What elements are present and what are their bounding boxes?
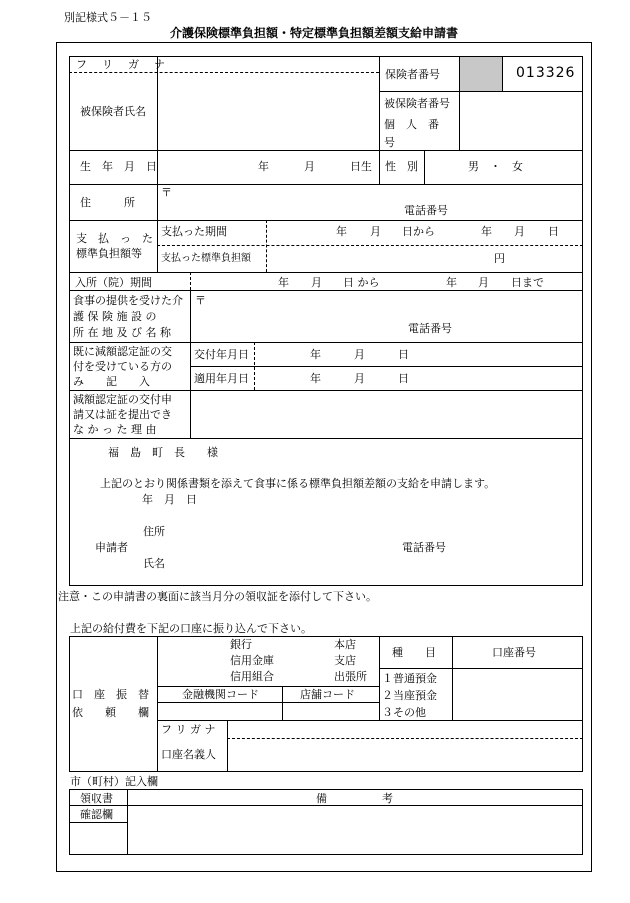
page-title: 介護保険標準負担額・特定標準負担額差額支給申請書: [170, 26, 459, 40]
branch-type-branch[interactable]: 支店: [334, 654, 356, 667]
applicant-address-label: 住所: [143, 525, 165, 538]
account-holder-furigana-label: フ リ ガ ナ: [161, 723, 216, 736]
account-kind-ordinary[interactable]: １普通預金: [382, 672, 437, 685]
facility-label-1: 食事の提供を受けた介: [73, 294, 183, 307]
bank-code-field[interactable]: [158, 703, 281, 719]
stay-year2: 年: [446, 276, 457, 289]
remarks-label: 備 考: [316, 792, 393, 805]
sex-options[interactable]: 男 ・ 女: [468, 160, 523, 173]
paid-amount-label: 支払った標準負担額: [161, 253, 251, 264]
reason-label-2: 請又は証を提出でき: [73, 408, 172, 421]
cert-label-2: 付を受けている方の: [73, 360, 172, 373]
application-date: 年 月 日: [142, 493, 197, 506]
stay-until: 日まで: [511, 276, 544, 289]
stay-month: 月: [311, 276, 322, 289]
application-statement: 上記のとおり関係書類を添えて食事に係る標準負担額差額の支給を申請します。: [100, 477, 496, 490]
cert-applied-month: 月: [354, 372, 365, 385]
paid-period-month2: 月: [514, 225, 525, 238]
cert-applied-day: 日: [398, 372, 409, 385]
bank-type-kumiai[interactable]: 信用組合: [230, 670, 274, 683]
account-kind-current[interactable]: ２当座預金: [382, 689, 437, 702]
facility-field[interactable]: [204, 292, 580, 340]
form-number: 別記様式５－１５: [64, 11, 152, 24]
facility-label-2: 護 保 険 施 設 の: [73, 310, 157, 323]
paid-amount-yen: 円: [494, 252, 505, 265]
bank-type-shinkin[interactable]: 信用金庫: [230, 654, 274, 667]
paid-period-label: 支払った期間: [161, 225, 227, 238]
cert-applied-year: 年: [310, 372, 321, 385]
paid-period-year: 年: [336, 225, 347, 238]
attachment-note: 注意・この申請書の裏面に該当月分の領収証を添付して下さい。: [58, 590, 377, 603]
facility-phone-label: 電話番号: [408, 322, 452, 335]
cert-issued-year: 年: [310, 348, 321, 361]
birth-date-label: 生 年 月 日: [80, 160, 157, 173]
paid-period-year2: 年: [481, 225, 492, 238]
branch-code-field[interactable]: [283, 703, 378, 719]
bank-type-bank[interactable]: 銀行: [230, 638, 252, 651]
reason-label-3: な か っ た 理 由: [73, 423, 157, 436]
stay-month2: 月: [478, 276, 489, 289]
bank-code-label: 金融機関コード: [182, 688, 259, 701]
reason-field[interactable]: [192, 392, 580, 436]
cert-label-3: み 記 入: [73, 375, 150, 388]
insured-number-field[interactable]: [460, 92, 582, 149]
sex-label: 性 別: [385, 160, 418, 173]
birth-day-label: 日生: [350, 160, 372, 173]
paid-period-day2: 日: [548, 225, 559, 238]
branch-code-label: 店舗コード: [300, 688, 355, 701]
account-holder-field[interactable]: [229, 740, 581, 770]
address-postal-mark: 〒: [161, 186, 172, 199]
personal-number-label: 個 人 番: [384, 118, 439, 131]
stay-period-label: 入所（院）期間: [75, 276, 152, 289]
paid-amount-field[interactable]: [268, 247, 488, 270]
stay-year: 年: [278, 276, 289, 289]
receipt-check-label-1: 領収書: [80, 792, 113, 805]
cert-applied-label: 適用年月日: [194, 372, 249, 385]
account-number-label: 口座番号: [492, 646, 536, 659]
address-label: 住 所: [80, 196, 135, 209]
branch-type-head[interactable]: 本店: [334, 638, 356, 651]
cert-label-1: 既に減額認定証の交: [73, 345, 172, 358]
address-field[interactable]: [170, 186, 580, 218]
bank-section-label-1: 口 座 振 替: [72, 688, 149, 701]
insurer-number-value: 013326: [516, 65, 576, 81]
bank-intro: 上記の給付費を下記の口座に振り込んで下さい。: [70, 622, 312, 635]
account-holder-label: 口座名義人: [161, 748, 216, 761]
birth-year-label: 年: [258, 160, 269, 173]
insurer-number-label: 保険者番号: [385, 68, 440, 81]
furigana-label: フ リ ガ ナ: [76, 58, 167, 71]
furigana-field[interactable]: [158, 57, 378, 71]
insured-name-label: 被保険者氏名: [80, 105, 146, 118]
reason-label-1: 減額認定証の交付申: [73, 393, 172, 406]
insured-number-label: 被保険者番号: [384, 97, 450, 110]
applicant-phone-label: 電話番号: [402, 541, 446, 554]
cert-issued-month: 月: [354, 348, 365, 361]
office-use-label: 市（町村）記入欄: [70, 775, 158, 788]
insurer-shaded-cell: [460, 57, 502, 91]
paid-label-1: 支 払 っ た: [76, 232, 153, 245]
bank-section-label-2: 依 頼 欄: [72, 706, 149, 719]
applicant-label: 申請者: [95, 541, 128, 554]
applicant-name-label: 氏名: [143, 557, 165, 570]
account-kind-label: 種 目: [392, 646, 436, 659]
account-kind-other[interactable]: ３その他: [382, 706, 426, 719]
address-phone-label: 電話番号: [404, 204, 448, 217]
paid-period-from: 日から: [402, 225, 435, 238]
branch-type-sub[interactable]: 出張所: [334, 670, 367, 683]
paid-period-month: 月: [370, 225, 381, 238]
cert-issued-label: 交付年月日: [194, 348, 249, 361]
insured-name-field[interactable]: [158, 74, 378, 149]
facility-label-3: 所 在 地 及 び 名 称: [73, 326, 171, 339]
paid-label-2: 標準負担額等: [76, 247, 142, 260]
cert-issued-day: 日: [398, 348, 409, 361]
stay-from: 日 から: [343, 276, 380, 289]
facility-postal-mark: 〒: [195, 294, 206, 307]
birth-month-label: 月: [304, 160, 315, 173]
receipt-check-label-2: 確認欄: [80, 808, 113, 821]
personal-number-label-2: 号: [384, 136, 395, 149]
account-number-field[interactable]: [454, 670, 581, 718]
addressee: 福 島 町 長 様: [108, 446, 218, 459]
